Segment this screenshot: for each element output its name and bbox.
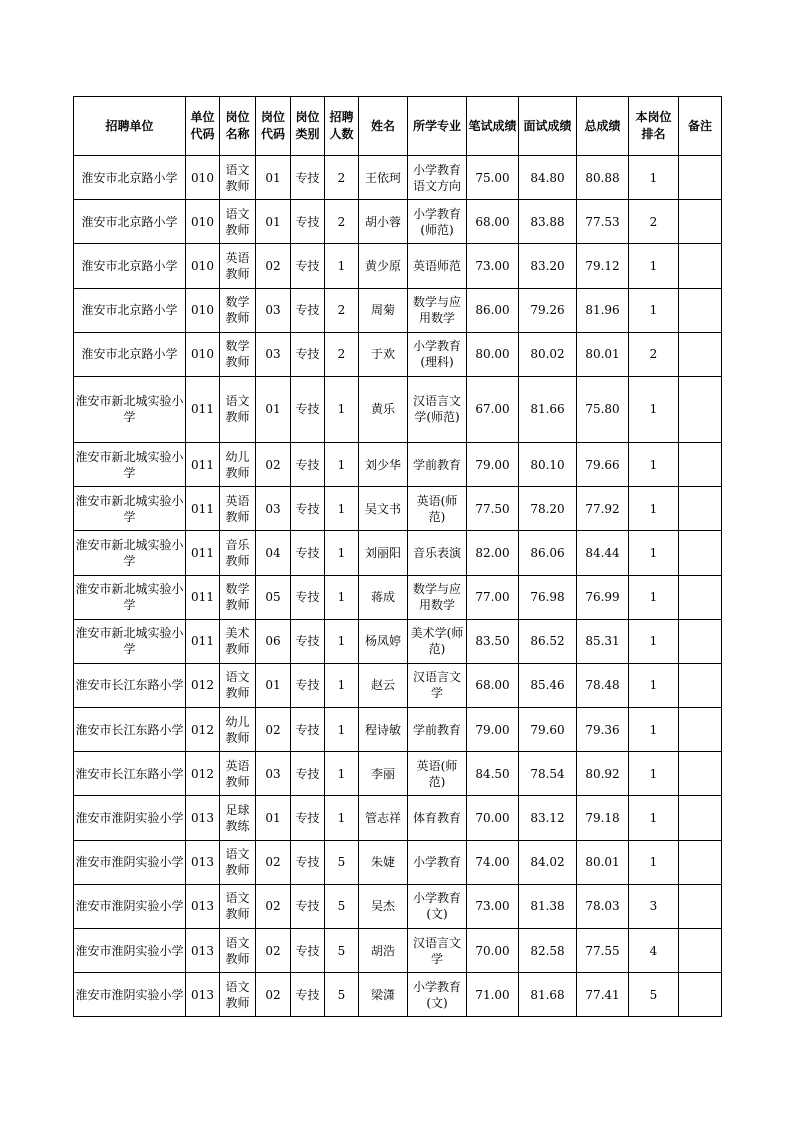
table-cell: 淮安市新北城实验小学 bbox=[74, 531, 186, 575]
table-cell: 杨凤婷 bbox=[359, 619, 408, 663]
table-cell: 84.44 bbox=[577, 531, 629, 575]
table-cell: 专技 bbox=[291, 244, 325, 288]
table-cell: 专技 bbox=[291, 531, 325, 575]
table-cell: 78.20 bbox=[519, 487, 577, 531]
table-cell: 012 bbox=[186, 663, 220, 707]
table-cell: 03 bbox=[256, 752, 291, 796]
table-cell: 黄少原 bbox=[359, 244, 408, 288]
table-cell: 79.26 bbox=[519, 288, 577, 332]
table-cell: 淮安市新北城实验小学 bbox=[74, 376, 186, 442]
column-header: 岗位代码 bbox=[256, 97, 291, 156]
table-cell: 1 bbox=[325, 244, 359, 288]
table-cell: 013 bbox=[186, 929, 220, 973]
table-cell: 小学教育(理科) bbox=[408, 332, 467, 376]
table-cell: 小学教育(文) bbox=[408, 884, 467, 928]
table-cell: 小学教育(师范) bbox=[408, 200, 467, 244]
table-row bbox=[74, 487, 722, 531]
table-cell: 68.00 bbox=[467, 200, 519, 244]
table-cell: 专技 bbox=[291, 200, 325, 244]
table-cell: 86.52 bbox=[519, 619, 577, 663]
table-cell: 数学教师 bbox=[220, 288, 256, 332]
table-cell: 1 bbox=[629, 575, 679, 619]
table-cell: 梁潇 bbox=[359, 973, 408, 1017]
table-cell: 73.00 bbox=[467, 244, 519, 288]
table-cell: 专技 bbox=[291, 619, 325, 663]
table-cell: 75.00 bbox=[467, 156, 519, 200]
table-cell: 79.36 bbox=[577, 708, 629, 752]
table-cell: 2 bbox=[325, 288, 359, 332]
table-cell: 010 bbox=[186, 156, 220, 200]
table-cell: 79.60 bbox=[519, 708, 577, 752]
table-cell: 王依珂 bbox=[359, 156, 408, 200]
table-cell: 1 bbox=[325, 663, 359, 707]
table-cell: 86.06 bbox=[519, 531, 577, 575]
table-cell: 胡浩 bbox=[359, 929, 408, 973]
table-cell: 2 bbox=[325, 200, 359, 244]
table-cell: 程诗敏 bbox=[359, 708, 408, 752]
table-cell: 79.18 bbox=[577, 796, 629, 840]
table-cell: 淮安市长江东路小学 bbox=[74, 708, 186, 752]
column-header: 备注 bbox=[679, 97, 722, 156]
table-cell: 01 bbox=[256, 796, 291, 840]
table-cell: 语文教师 bbox=[220, 156, 256, 200]
table-cell: 美术学(师范) bbox=[408, 619, 467, 663]
table-cell: 淮安市淮阴实验小学 bbox=[74, 884, 186, 928]
table-cell: 淮安市北京路小学 bbox=[74, 332, 186, 376]
table-cell: 专技 bbox=[291, 929, 325, 973]
table-cell: 01 bbox=[256, 663, 291, 707]
table-cell: 79.00 bbox=[467, 708, 519, 752]
table-row bbox=[74, 708, 722, 752]
table-cell: 1 bbox=[325, 376, 359, 442]
table-cell: 学前教育 bbox=[408, 708, 467, 752]
table-cell: 4 bbox=[629, 929, 679, 973]
column-header: 招聘单位 bbox=[74, 97, 186, 156]
table-cell: 专技 bbox=[291, 840, 325, 884]
table-cell: 学前教育 bbox=[408, 442, 467, 486]
table-cell bbox=[679, 575, 722, 619]
table-cell: 78.54 bbox=[519, 752, 577, 796]
table-cell: 012 bbox=[186, 752, 220, 796]
table-cell: 013 bbox=[186, 884, 220, 928]
table-cell: 83.20 bbox=[519, 244, 577, 288]
table-cell: 5 bbox=[325, 840, 359, 884]
table-cell bbox=[679, 288, 722, 332]
table-cell: 1 bbox=[629, 244, 679, 288]
table-cell: 70.00 bbox=[467, 929, 519, 973]
table-cell bbox=[679, 244, 722, 288]
table-cell: 专技 bbox=[291, 796, 325, 840]
column-header: 招聘人数 bbox=[325, 97, 359, 156]
table-cell: 小学教育 bbox=[408, 840, 467, 884]
table-row bbox=[74, 663, 722, 707]
table-cell: 81.96 bbox=[577, 288, 629, 332]
table-cell bbox=[679, 973, 722, 1017]
table-cell: 04 bbox=[256, 531, 291, 575]
table-row bbox=[74, 376, 722, 442]
table-cell: 于欢 bbox=[359, 332, 408, 376]
table-cell: 数学与应用数学 bbox=[408, 575, 467, 619]
table-cell: 81.66 bbox=[519, 376, 577, 442]
table-cell: 75.80 bbox=[577, 376, 629, 442]
table-cell: 数学教师 bbox=[220, 332, 256, 376]
table-cell: 数学与应用数学 bbox=[408, 288, 467, 332]
table-cell: 英语教师 bbox=[220, 752, 256, 796]
column-header: 本岗位排名 bbox=[629, 97, 679, 156]
table-cell: 淮安市淮阴实验小学 bbox=[74, 796, 186, 840]
table-cell bbox=[679, 619, 722, 663]
table-cell: 05 bbox=[256, 575, 291, 619]
table-cell: 80.88 bbox=[577, 156, 629, 200]
table-cell: 77.50 bbox=[467, 487, 519, 531]
table-cell: 2 bbox=[325, 156, 359, 200]
table-cell: 语文教师 bbox=[220, 200, 256, 244]
table-cell bbox=[679, 156, 722, 200]
table-cell: 语文教师 bbox=[220, 973, 256, 1017]
table-cell: 71.00 bbox=[467, 973, 519, 1017]
table-cell: 77.92 bbox=[577, 487, 629, 531]
table-cell: 80.01 bbox=[577, 332, 629, 376]
table-cell: 010 bbox=[186, 244, 220, 288]
column-header: 岗位类别 bbox=[291, 97, 325, 156]
table-cell: 汉语言文学 bbox=[408, 663, 467, 707]
table-cell: 5 bbox=[325, 884, 359, 928]
table-cell: 英语教师 bbox=[220, 244, 256, 288]
table-cell: 2 bbox=[325, 332, 359, 376]
table-cell: 011 bbox=[186, 619, 220, 663]
table-cell: 011 bbox=[186, 531, 220, 575]
table-cell: 体育教育 bbox=[408, 796, 467, 840]
table-cell bbox=[679, 840, 722, 884]
results-table bbox=[73, 96, 722, 1017]
table-cell: 幼儿教师 bbox=[220, 442, 256, 486]
table-row bbox=[74, 619, 722, 663]
table-cell: 语文教师 bbox=[220, 663, 256, 707]
table-cell: 专技 bbox=[291, 288, 325, 332]
table-cell: 淮安市新北城实验小学 bbox=[74, 619, 186, 663]
table-cell: 淮安市淮阴实验小学 bbox=[74, 840, 186, 884]
table-cell: 80.10 bbox=[519, 442, 577, 486]
table-cell: 78.48 bbox=[577, 663, 629, 707]
table-cell: 84.02 bbox=[519, 840, 577, 884]
table-cell: 专技 bbox=[291, 376, 325, 442]
table-cell: 1 bbox=[629, 708, 679, 752]
column-header: 单位代码 bbox=[186, 97, 220, 156]
table-cell: 美术教师 bbox=[220, 619, 256, 663]
table-cell: 1 bbox=[325, 531, 359, 575]
table-cell: 李丽 bbox=[359, 752, 408, 796]
table-cell: 013 bbox=[186, 796, 220, 840]
table-cell: 80.00 bbox=[467, 332, 519, 376]
table-cell: 管志祥 bbox=[359, 796, 408, 840]
table-row bbox=[74, 752, 722, 796]
table-cell: 语文教师 bbox=[220, 929, 256, 973]
table-cell: 03 bbox=[256, 332, 291, 376]
table-cell: 1 bbox=[629, 840, 679, 884]
table-cell: 02 bbox=[256, 244, 291, 288]
table-cell: 80.01 bbox=[577, 840, 629, 884]
table-cell bbox=[679, 376, 722, 442]
table-cell: 2 bbox=[629, 332, 679, 376]
column-header: 面试成绩 bbox=[519, 97, 577, 156]
table-cell: 淮安市长江东路小学 bbox=[74, 663, 186, 707]
table-cell: 1 bbox=[629, 531, 679, 575]
table-cell: 英语(师范) bbox=[408, 752, 467, 796]
column-header: 总成绩 bbox=[577, 97, 629, 156]
table-cell: 小学教育语文方向 bbox=[408, 156, 467, 200]
table-row bbox=[74, 156, 722, 200]
table-row bbox=[74, 288, 722, 332]
table-cell bbox=[679, 929, 722, 973]
table-cell: 吴文书 bbox=[359, 487, 408, 531]
table-cell: 蒋成 bbox=[359, 575, 408, 619]
table-cell: 79.00 bbox=[467, 442, 519, 486]
table-cell: 汉语言文学 bbox=[408, 929, 467, 973]
table-cell: 84.80 bbox=[519, 156, 577, 200]
table-cell bbox=[679, 884, 722, 928]
table-cell: 小学教育(文) bbox=[408, 973, 467, 1017]
table-cell: 83.88 bbox=[519, 200, 577, 244]
table-cell: 010 bbox=[186, 200, 220, 244]
table-cell: 淮安市新北城实验小学 bbox=[74, 442, 186, 486]
table-cell: 语文教师 bbox=[220, 884, 256, 928]
table-cell: 77.00 bbox=[467, 575, 519, 619]
table-cell: 专技 bbox=[291, 156, 325, 200]
table-cell: 刘少华 bbox=[359, 442, 408, 486]
table-cell: 80.02 bbox=[519, 332, 577, 376]
table-cell: 1 bbox=[325, 796, 359, 840]
table-cell: 淮安市新北城实验小学 bbox=[74, 487, 186, 531]
column-header: 岗位名称 bbox=[220, 97, 256, 156]
table-cell: 5 bbox=[325, 973, 359, 1017]
table-cell: 专技 bbox=[291, 575, 325, 619]
table-cell: 02 bbox=[256, 708, 291, 752]
table-cell: 010 bbox=[186, 332, 220, 376]
table-cell: 02 bbox=[256, 929, 291, 973]
table-cell: 76.98 bbox=[519, 575, 577, 619]
header-row bbox=[74, 97, 722, 156]
table-cell: 01 bbox=[256, 156, 291, 200]
table-cell: 79.12 bbox=[577, 244, 629, 288]
table-cell bbox=[679, 796, 722, 840]
table-cell: 03 bbox=[256, 288, 291, 332]
table-cell: 03 bbox=[256, 487, 291, 531]
table-cell: 01 bbox=[256, 376, 291, 442]
table-cell: 足球教练 bbox=[220, 796, 256, 840]
table-cell: 专技 bbox=[291, 663, 325, 707]
table-cell: 1 bbox=[629, 442, 679, 486]
table-cell: 淮安市新北城实验小学 bbox=[74, 575, 186, 619]
table-cell: 1 bbox=[629, 663, 679, 707]
table-cell: 专技 bbox=[291, 973, 325, 1017]
table-cell: 81.68 bbox=[519, 973, 577, 1017]
table-cell: 84.50 bbox=[467, 752, 519, 796]
table-cell: 1 bbox=[325, 619, 359, 663]
table-cell: 74.00 bbox=[467, 840, 519, 884]
table-cell: 1 bbox=[325, 442, 359, 486]
table-cell: 英语教师 bbox=[220, 487, 256, 531]
table-cell: 78.03 bbox=[577, 884, 629, 928]
table-cell: 数学教师 bbox=[220, 575, 256, 619]
table-cell: 语文教师 bbox=[220, 840, 256, 884]
table-cell: 刘丽阳 bbox=[359, 531, 408, 575]
table-cell: 02 bbox=[256, 840, 291, 884]
table-cell: 汉语言文学(师范) bbox=[408, 376, 467, 442]
table-row bbox=[74, 973, 722, 1017]
table-cell: 周菊 bbox=[359, 288, 408, 332]
table-cell: 06 bbox=[256, 619, 291, 663]
table-cell: 吴杰 bbox=[359, 884, 408, 928]
table-cell: 79.66 bbox=[577, 442, 629, 486]
table-cell: 淮安市北京路小学 bbox=[74, 156, 186, 200]
table-cell: 淮安市长江东路小学 bbox=[74, 752, 186, 796]
table-cell: 胡小蓉 bbox=[359, 200, 408, 244]
table-cell bbox=[679, 708, 722, 752]
table-cell: 81.38 bbox=[519, 884, 577, 928]
table-cell: 83.50 bbox=[467, 619, 519, 663]
table-cell bbox=[679, 442, 722, 486]
table-cell: 英语(师范) bbox=[408, 487, 467, 531]
table-cell: 02 bbox=[256, 884, 291, 928]
table-cell bbox=[679, 531, 722, 575]
table-cell: 淮安市北京路小学 bbox=[74, 244, 186, 288]
table-cell: 82.58 bbox=[519, 929, 577, 973]
table-cell: 淮安市北京路小学 bbox=[74, 200, 186, 244]
table-cell: 5 bbox=[629, 973, 679, 1017]
table-cell: 朱婕 bbox=[359, 840, 408, 884]
table-cell: 02 bbox=[256, 442, 291, 486]
table-row bbox=[74, 442, 722, 486]
table-cell: 01 bbox=[256, 200, 291, 244]
table-cell: 黄乐 bbox=[359, 376, 408, 442]
table-cell: 专技 bbox=[291, 332, 325, 376]
table-row bbox=[74, 575, 722, 619]
table-cell: 011 bbox=[186, 575, 220, 619]
table-cell: 1 bbox=[629, 156, 679, 200]
column-header: 所学专业 bbox=[408, 97, 467, 156]
table-cell: 80.92 bbox=[577, 752, 629, 796]
table-cell: 73.00 bbox=[467, 884, 519, 928]
table-row bbox=[74, 796, 722, 840]
table-cell bbox=[679, 200, 722, 244]
table-cell: 英语师范 bbox=[408, 244, 467, 288]
table-cell: 012 bbox=[186, 708, 220, 752]
table-cell: 1 bbox=[629, 752, 679, 796]
table-cell: 专技 bbox=[291, 487, 325, 531]
table-cell: 013 bbox=[186, 973, 220, 1017]
table-cell: 77.53 bbox=[577, 200, 629, 244]
table-cell: 68.00 bbox=[467, 663, 519, 707]
table-cell: 专技 bbox=[291, 708, 325, 752]
table-row bbox=[74, 929, 722, 973]
table-cell: 淮安市淮阴实验小学 bbox=[74, 929, 186, 973]
column-header: 姓名 bbox=[359, 97, 408, 156]
table-row bbox=[74, 531, 722, 575]
table-cell: 83.12 bbox=[519, 796, 577, 840]
table-cell: 音乐教师 bbox=[220, 531, 256, 575]
table-cell: 5 bbox=[325, 929, 359, 973]
table-cell: 011 bbox=[186, 487, 220, 531]
table-cell: 85.31 bbox=[577, 619, 629, 663]
table-cell: 音乐表演 bbox=[408, 531, 467, 575]
table-cell bbox=[679, 487, 722, 531]
table-cell: 011 bbox=[186, 376, 220, 442]
table-cell: 76.99 bbox=[577, 575, 629, 619]
table-cell: 3 bbox=[629, 884, 679, 928]
table-cell: 1 bbox=[629, 487, 679, 531]
table-row bbox=[74, 200, 722, 244]
table-cell: 1 bbox=[629, 376, 679, 442]
table-row bbox=[74, 884, 722, 928]
table-cell bbox=[679, 332, 722, 376]
table-row bbox=[74, 244, 722, 288]
table-cell: 1 bbox=[629, 288, 679, 332]
table-cell: 幼儿教师 bbox=[220, 708, 256, 752]
table-cell: 语文教师 bbox=[220, 376, 256, 442]
table-cell bbox=[679, 752, 722, 796]
table-cell: 1 bbox=[629, 619, 679, 663]
table-cell: 专技 bbox=[291, 884, 325, 928]
table-cell: 85.46 bbox=[519, 663, 577, 707]
table-cell: 1 bbox=[325, 575, 359, 619]
table-cell: 1 bbox=[629, 796, 679, 840]
table-cell: 1 bbox=[325, 487, 359, 531]
table-cell: 82.00 bbox=[467, 531, 519, 575]
column-header: 笔试成绩 bbox=[467, 97, 519, 156]
table-cell: 专技 bbox=[291, 442, 325, 486]
table-cell: 专技 bbox=[291, 752, 325, 796]
table-cell bbox=[679, 663, 722, 707]
table-row bbox=[74, 332, 722, 376]
table-cell: 2 bbox=[629, 200, 679, 244]
table-cell: 02 bbox=[256, 973, 291, 1017]
table-row bbox=[74, 840, 722, 884]
table-cell: 赵云 bbox=[359, 663, 408, 707]
table-cell: 1 bbox=[325, 708, 359, 752]
table-cell: 86.00 bbox=[467, 288, 519, 332]
table-cell: 1 bbox=[325, 752, 359, 796]
table-cell: 淮安市淮阴实验小学 bbox=[74, 973, 186, 1017]
table-cell: 77.41 bbox=[577, 973, 629, 1017]
table-cell: 011 bbox=[186, 442, 220, 486]
table-cell: 77.55 bbox=[577, 929, 629, 973]
table-cell: 淮安市北京路小学 bbox=[74, 288, 186, 332]
table-cell: 010 bbox=[186, 288, 220, 332]
table-cell: 70.00 bbox=[467, 796, 519, 840]
table-cell: 013 bbox=[186, 840, 220, 884]
table-cell: 67.00 bbox=[467, 376, 519, 442]
